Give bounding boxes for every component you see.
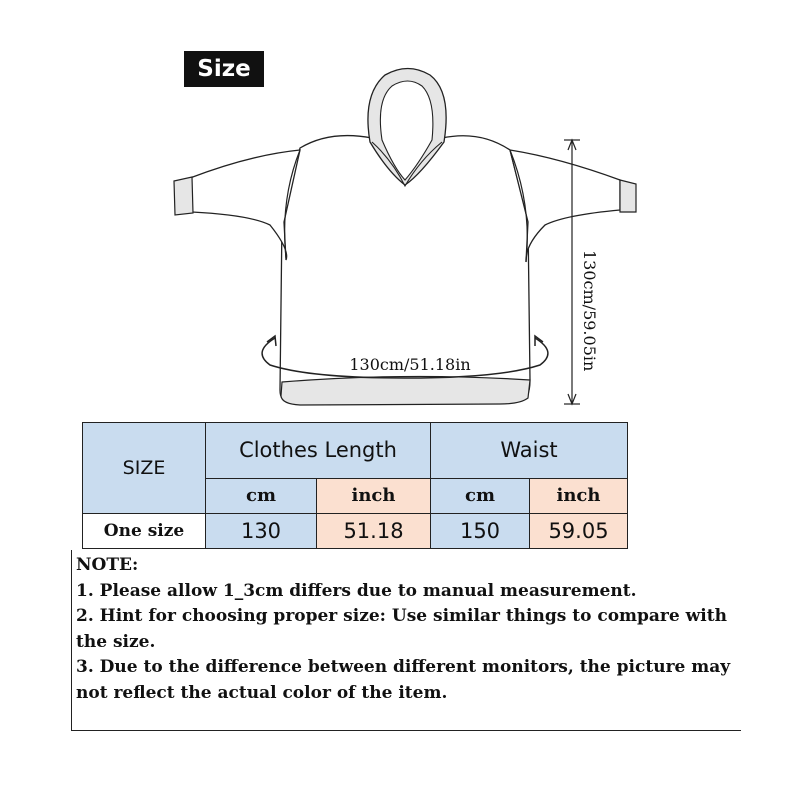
notes-title: NOTE: <box>76 555 139 575</box>
unit-cm-length: cm <box>206 478 317 513</box>
note-line-2: 2. Hint for choosing proper size: Use similar things to compare with <box>76 606 727 626</box>
notes-box <box>71 550 741 731</box>
hoodie-hem <box>281 376 530 405</box>
note-line-2-cont: the size. <box>76 631 156 652</box>
size-tag: Size <box>184 51 264 87</box>
value-length-cm: 130 <box>206 514 317 549</box>
unit-inch-length: inch <box>317 478 431 513</box>
unit-inch-waist: inch <box>530 478 628 513</box>
value-length-inch: 51.18 <box>317 514 431 549</box>
note-line-3-cont: not reflect the actual color of the item. <box>76 682 448 703</box>
waist-header: Waist <box>431 423 628 479</box>
left-cuff <box>174 177 193 215</box>
note-line-3: 3. Due to the difference between different monitors, the picture may <box>76 657 731 677</box>
height-label: 130cm/59.05in <box>580 250 599 372</box>
value-waist-inch: 59.05 <box>530 514 628 549</box>
unit-cm-waist: cm <box>431 478 530 513</box>
waist-label: 130cm/51.18in <box>349 355 471 374</box>
value-waist-cm: 150 <box>431 514 530 549</box>
clothes-length-header: Clothes Length <box>206 423 431 479</box>
size-header: SIZE <box>83 423 206 514</box>
right-cuff <box>620 180 636 212</box>
left-sleeve <box>190 150 300 260</box>
right-sleeve <box>510 150 620 262</box>
note-line-1: 1. Please allow 1_3cm differs due to manual measurement. <box>76 580 637 601</box>
row-label-one-size: One size <box>83 514 206 549</box>
size-table <box>82 422 628 549</box>
